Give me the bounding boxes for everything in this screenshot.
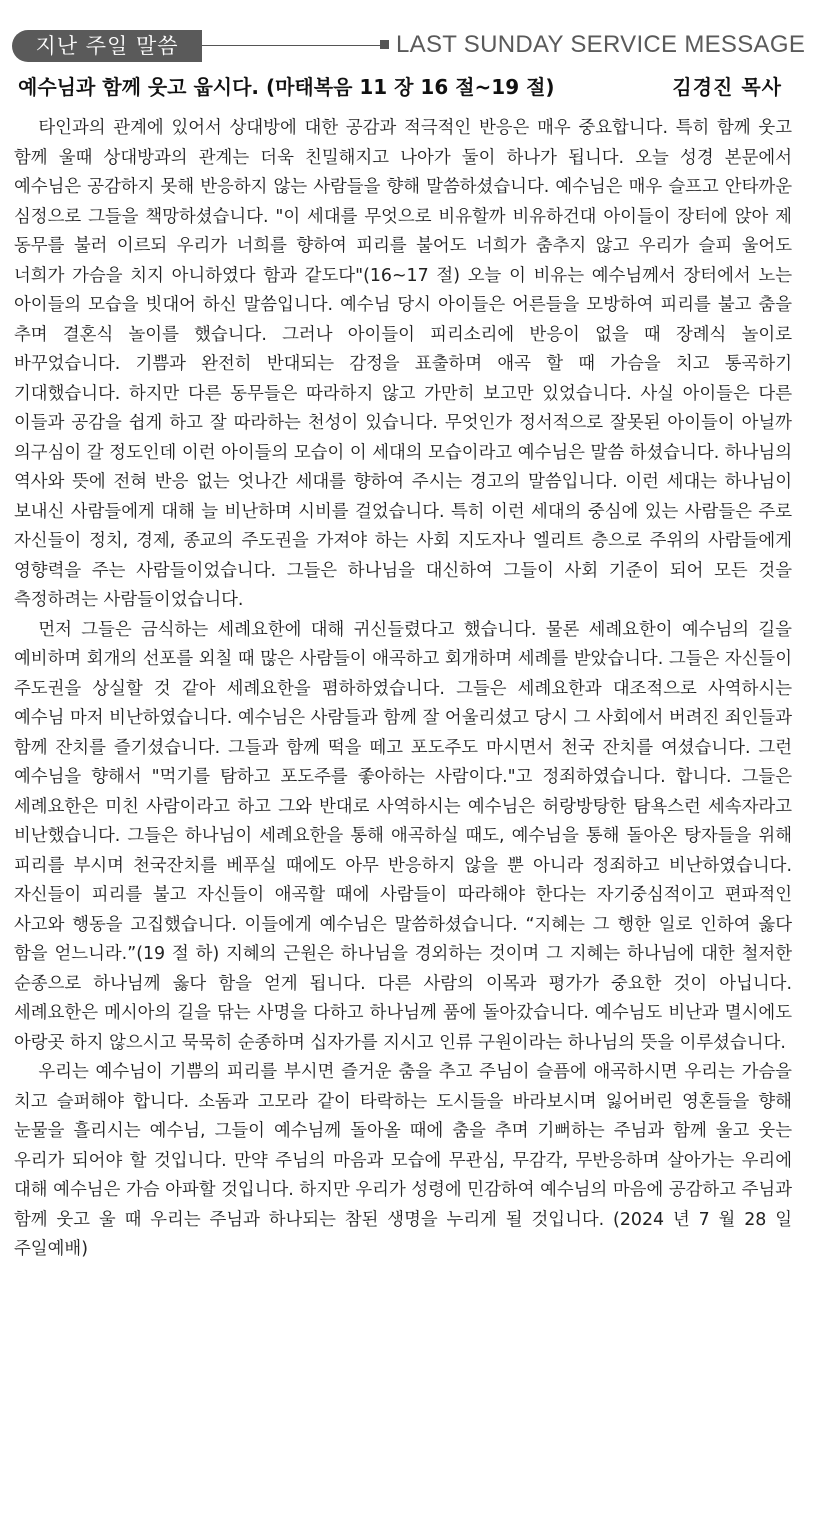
sermon-title: 예수님과 함께 웃고 웁시다. (마태복음 11 장 16 절~19 절) [18,75,555,99]
section-label: 지난 주일 말씀 [12,30,202,62]
sermon-paragraph: 타인과의 관계에 있어서 상대방에 대한 공감과 적극적인 반응은 매우 중요합니다. 특히 함께 웃고 함께 울때 상대방과의 관계는 더욱 친밀해지고 나아가 둘이 하나가 됩니다. 오늘 성경 본문에서 예수님은 공감하지 못해 반응하지 않는 사람들을 향해 말씀하셨습니다. 예수님은 매우 슬프고 안타까운 심정으로 그들을 책망하셨습니다. "이 세대를 무엇으로 비유할까 비유하건대 아이들이 장터에 앉아 제 동무를 불러 이르되 우리가 너희를 향하여 피리를 불어도 너희가 춤추지 않고 우리가 슬피 울어도 너희가 가슴을 치지 아니하였다 함과 같도다"(16~17 절) 오늘 이 비유는 예수님께서 장터에서 노는 아이들의 모습을 빗대어 하신 말씀입니다. 예수님 당시 아이들은 어른들을 모방하여 피리를 불고 춤을 추며 결혼식 놀이를 했습니다. 그러나 아이들이 피리소리에 반응이 없을 때 장례식 놀이로 바꾸었습니다. 기쁨과 완전히 반대되는 감정을 표출하며 애곡 할 때 가슴을 치고 통곡하기 기대했습니다. 하지만 다른 동무들은 따라하지 않고 가만히 보고만 있었습니다. 사실 아이들은 다른 이들과 공감을 쉽게 하고 잘 따라하는 천성이 있습니다. 무엇인가 정서적으로 잘못된 아이들이 아닐까 의구심이 갈 정도인데 이런 아이들의 모습이 이 세대의 모습이라고 예수님은 말씀 하셨습니다. 하나님의 역사와 뜻에 전혀 반응 없는 엇나간 세대를 향하여 주시는 경고의 말씀입니다. 이런 세대는 하나님이 보내신 사람들에게 대해 늘 비난하며 시비를 걸었습니다. 특히 이런 세대의 중심에 있는 사람들은 주로 자신들이 정치, 경제, 종교의 주도권을 가져야 하는 사회 지도자나 엘리트 층으로 주위의 사람들에게 영향력을 주는 사람들이었습니다. 그들은 하나님을 대신하여 그들이 사회 기준이 되어 모든 것을 측정하려는 사람들이었습니다. [14,118,793,610]
sermon-body [14,114,792,1265]
square-bullet-icon [380,40,389,49]
sermon-title-row [18,70,788,104]
sermon-paragraph: 먼저 그들은 금식하는 세례요한에 대해 귀신들렸다고 했습니다. 물론 세례요한이 예수님의 길을 예비하며 회개의 선포를 외칠 때 많은 사람들이 애곡하고 회개하며 세례를 받았습니다. 그들은 자신들이 주도권을 상실할 것 같아 세례요한을 폄하하였습니다. 그들은 세례요한과 대조적으로 사역하시는 예수님 마저 비난하였습니다. 예수님은 사람들과 함께 잘 어울리셨고 당시 그 사회에서 버려진 죄인들과 함께 잔치를 즐기셨습니다. 그들과 함께 떡을 떼고 포도주도 마시면서 천국 잔치를 여셨습니다. 그런 예수님을 향해서 "먹기를 탐하고 포도주를 좋아하는 사람이다."고 정죄하였습니다. 합니다. 그들은 세례요한은 미친 사람이라고 하고 그와 반대로 사역하시는 예수님은 허랑방탕한 탐욕스런 세속자라고 비난했습니다. 그들은 하나님이 세례요한을 통해 애곡하실 때도, 예수님을 통해 돌아온 탕자들을 위해 피리를 부시며 천국잔치를 베푸실 때에도 아무 반응하지 않을 뿐 아니라 정죄하고 비난하였습니다. 자신들이 피리를 불고 자신들이 애곡할 때에 사람들이 따라해야 한다는 자기중심적이고 편파적인 사고와 행동을 고집했습니다. 이들에게 예수님은 말씀하셨습니다. “지혜는 그 행한 일로 인하여 옳다 함을 얻느니라.”(19 절 하) 지혜의 근원은 하나님을 경외하는 것이며 그 지혜는 하나님에 대한 철저한 순종으로 하나님께 옳다 함을 얻게 됩니다. 다른 사람의 이목과 평가가 중요한 것이 아닙니다. 세례요한은 메시아의 길을 닦는 사명을 다하고 하나님께 품에 돌아갔습니다. 예수님도 비난과 멸시에도 아랑곳 하지 않으시고 묵묵히 순종하며 십자가를 지시고 인류 구원이라는 하나님의 뜻을 이루셨습니다. [14,619,792,1053]
english-section-label: LAST SUNDAY SERVICE MESSAGE [396,31,806,58]
section-header [12,28,806,64]
sermon-author: 김경진 목사 [672,75,782,99]
header-rule [202,45,380,46]
sermon-paragraph: 우리는 예수님이 기쁨의 피리를 부시면 즐거운 춤을 추고 주님이 슬픔에 애곡하시면 우리는 가슴을 치고 슬퍼해야 합니다. 소돔과 고모라 같이 타락하는 도시들을 바라보시며 잃어버린 영혼들을 향해 눈물을 흘리시는 예수님, 그들이 예수님께 돌아올 때에 춤을 추며 기뻐하는 주님과 함께 울고 웃는 우리가 되어야 할 것입니다. 만약 주님의 마음과 모습에 무관심, 무감각, 무반응하며 살아가는 우리에 대해 예수님은 가슴 아파할 것입니다. 하지만 우리가 성령에 민감하여 예수님의 마음에 공감하고 주님과 함께 웃고 울 때 우리는 주님과 하나되는 참된 생명을 누리게 될 것입니다. (2024 년 7 월 28 일 주일예배) [14,1062,792,1259]
